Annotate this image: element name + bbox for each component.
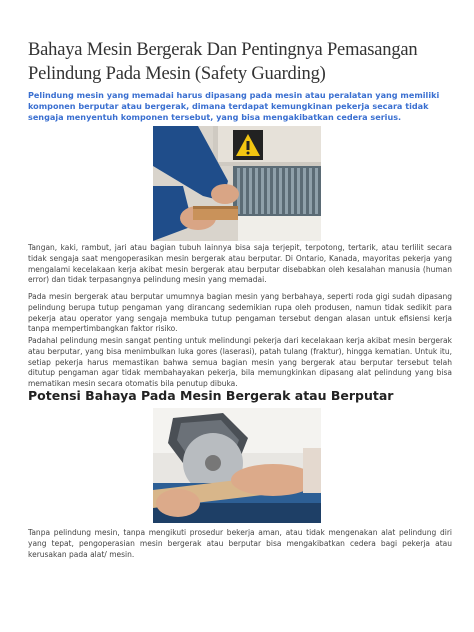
circular-saw-photo (153, 408, 321, 523)
warning-sign-icon (233, 130, 263, 160)
paragraph-4: Tanpa pelindung mesin, tanpa mengikuti prosedur bekerja aman, atau tidak mengenakan alat pelindung diri yang tepat, pengoperasian mesin bergerak atau berputar bisa mengakibatkan cedera bagi pekerja atau kerusakan pada alat/ mesin. (28, 528, 452, 559)
planer-machine-photo (153, 126, 321, 241)
section-heading: Potensi Bahaya Pada Mesin Bergerak atau Berputar (28, 388, 394, 403)
document-title: Bahaya Mesin Bergerak Dan Pentingnya Pemasangan Pelindung Pada Mesin (Safety Guarding) (28, 40, 418, 84)
paragraph-1: Tangan, kaki, rambut, jari atau bagian tubuh lainnya bisa saja terjepit, terpotong, tertarik, atau terlilit secara tidak sengaja saat mengoperasikan mesin bergerak atau berputar. Di Ontario, Kanada, mayoritas pekerja yang mengalami kecelakaan kerja akibat mesin bergerak atau berputar disebabkan oleh kesalahan manusia (human error) dan tidak terpasangnya pelindung mesin yang memadai. (28, 243, 452, 285)
paragraph-3: Padahal pelindung mesin sangat penting untuk melindungi pekerja dari kecelakaan kerja akibat mesin bergerak atau berputar, yang bisa menimbulkan luka gores (laserasi), patah tulang (fraktur), hingga kematian. Untuk itu, setiap pekerja harus memastikan bahwa semua bagian mesin yang bergerak atau berputar tersebut telah ditutup pengaman agar tidak membahayakan pekerja, bila memungkinkan dipasang alat pelindung yang bisa mematikan mesin secara otomatis bila penutup dibuka. (28, 336, 452, 389)
paragraph-2: Pada mesin bergerak atau berputar umumnya bagian mesin yang berbahaya, seperti roda gigi sudah dipasang pelindung berupa tutup pengaman yang dirancang sedemikian rupa oleh produsen, namun tidak sedikit para pekerja atau operator yang sengaja membuka tutup pengaman tersebut dengan alasan untuk efisiensi kerja tanpa mempertimbangkan faktor risiko. (28, 292, 452, 334)
lead-paragraph: Pelindung mesin yang memadai harus dipasang pada mesin atau peralatan yang memiliki komponen berputar atau bergerak, dimana terdapat kemungkinan pekerja secara tidak sengaja menyentuh komponen tersebut, yang bisa mengakibatkan cedera serius. (28, 90, 440, 123)
